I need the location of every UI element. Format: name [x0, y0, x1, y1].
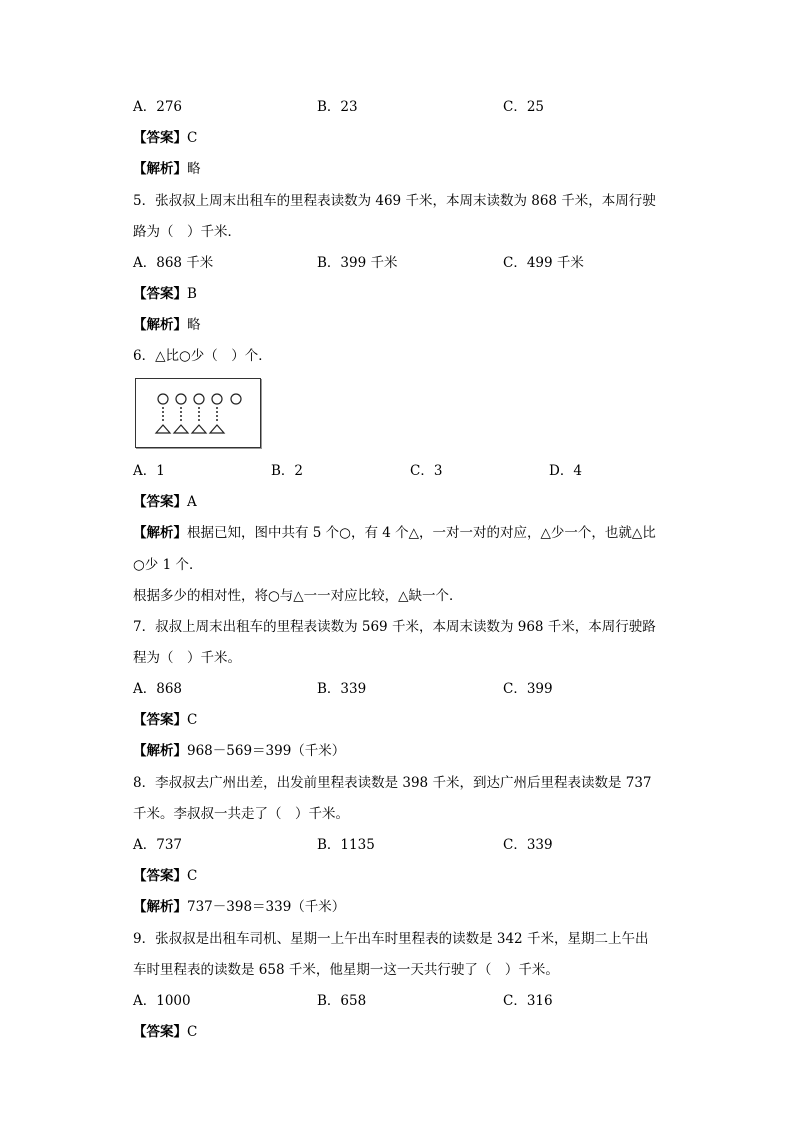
analysis-text: 略 — [187, 161, 201, 177]
q7-option-b: B．339 — [317, 681, 367, 697]
q8-answer — [133, 866, 197, 886]
q8-stem-line2: 千米。李叔叔一共走了（ ）千米。 — [133, 806, 349, 822]
q5-stem-line1: 5．张叔叔上周末出租车的里程表读数为 469 千米，本周末读数为 868 千米，本周行驶 — [133, 193, 656, 209]
q6-stem: 6．△比○少（ ）个． — [133, 348, 272, 364]
q6-analysis-line1 — [133, 523, 656, 543]
answer-value: C — [187, 868, 198, 884]
q4-option-a: A．276 — [133, 99, 183, 115]
q5-option-a: A．868 千米 — [133, 255, 214, 271]
analysis-text: 968－569＝399（千米） — [187, 743, 346, 759]
q9-stem-line2: 车时里程表的读数是 658 千米，他星期一这一天共行驶了（ ）千米。 — [133, 962, 559, 978]
q9-option-a: A．1000 — [133, 993, 191, 1009]
answer-label: 【答案】 — [133, 712, 187, 728]
circle-shape — [212, 394, 222, 404]
analysis-label: 【解析】 — [133, 525, 187, 541]
answer-label: 【答案】 — [133, 130, 187, 146]
q6-option-d: D．4 — [549, 463, 582, 479]
analysis-text: 737－398＝339（千米） — [187, 899, 346, 915]
analysis-text: 略 — [187, 317, 201, 333]
q9-stem-line1: 9．张叔叔是出租车司机、星期一上午出车时里程表的读数是 342 千米，星期二上午出 — [133, 931, 649, 947]
q7-analysis — [133, 741, 345, 761]
circle-shape — [158, 394, 168, 404]
q7-answer — [133, 710, 197, 730]
q6-analysis-line2: ○少 1 个． — [133, 557, 203, 573]
q8-option-b: B．1135 — [317, 837, 375, 853]
answer-label: 【答案】 — [133, 286, 187, 302]
q6-option-c: C．3 — [410, 463, 443, 479]
analysis-label: 【解析】 — [133, 743, 187, 759]
q4-answer — [133, 128, 197, 148]
circle-shape — [231, 394, 241, 404]
answer-value: C — [187, 1024, 198, 1040]
q7-option-a: A．868 — [133, 681, 183, 697]
answer-value: C — [187, 712, 198, 728]
triangle-shape — [210, 425, 224, 433]
answer-value: C — [187, 130, 198, 146]
q6-option-a: A．1 — [133, 463, 165, 479]
q5-analysis — [133, 315, 201, 335]
q5-stem-line2: 路为（ ）千米． — [133, 224, 241, 240]
analysis-label: 【解析】 — [133, 899, 187, 915]
q4-analysis — [133, 159, 201, 179]
q9-answer — [133, 1022, 197, 1042]
analysis-label: 【解析】 — [133, 161, 187, 177]
q7-stem-line2: 程为（ ）千米。 — [133, 650, 241, 666]
q5-option-c: C．499 千米 — [503, 255, 584, 271]
q7-stem-line1: 7．叔叔上周末出租车的里程表读数为 569 千米，本周末读数为 968 千米，本周行驶路 — [133, 619, 656, 635]
answer-value: A — [187, 494, 197, 510]
q5-option-b: B．399 千米 — [317, 255, 398, 271]
figure-drawing — [136, 379, 260, 447]
circle-shape — [176, 394, 186, 404]
triangle-shape — [192, 425, 206, 433]
circles-triangles-figure — [135, 378, 261, 448]
answer-label: 【答案】 — [133, 868, 187, 884]
q9-option-c: C．316 — [503, 993, 553, 1009]
q8-option-c: C．339 — [503, 837, 553, 853]
q8-stem-line1: 8．李叔叔去广州出差，出发前里程表读数是 398 千米，到达广州后里程表读数是 737 — [133, 775, 652, 791]
q5-answer — [133, 284, 197, 304]
triangle-shape — [174, 425, 188, 433]
analysis-text: 根据已知，图中共有 5 个○，有 4 个△，一对一对的对应，△少一个，也就△比 — [187, 525, 656, 541]
answer-label: 【答案】 — [133, 1024, 187, 1040]
q6-analysis-line3: 根据多少的相对性，将○与△一一对应比较，△缺一个． — [133, 588, 463, 604]
q7-option-c: C．399 — [503, 681, 553, 697]
q6-answer — [133, 492, 197, 512]
q8-option-a: A．737 — [133, 837, 183, 853]
analysis-label: 【解析】 — [133, 317, 187, 333]
q4-option-c: C．25 — [503, 99, 545, 115]
q4-option-b: B．23 — [317, 99, 358, 115]
circle-shape — [194, 394, 204, 404]
q6-option-b: B．2 — [271, 463, 304, 479]
answer-value: B — [187, 286, 197, 302]
triangle-shape — [156, 425, 170, 433]
answer-label: 【答案】 — [133, 494, 187, 510]
q9-option-b: B．658 — [317, 993, 367, 1009]
q8-analysis — [133, 897, 345, 917]
